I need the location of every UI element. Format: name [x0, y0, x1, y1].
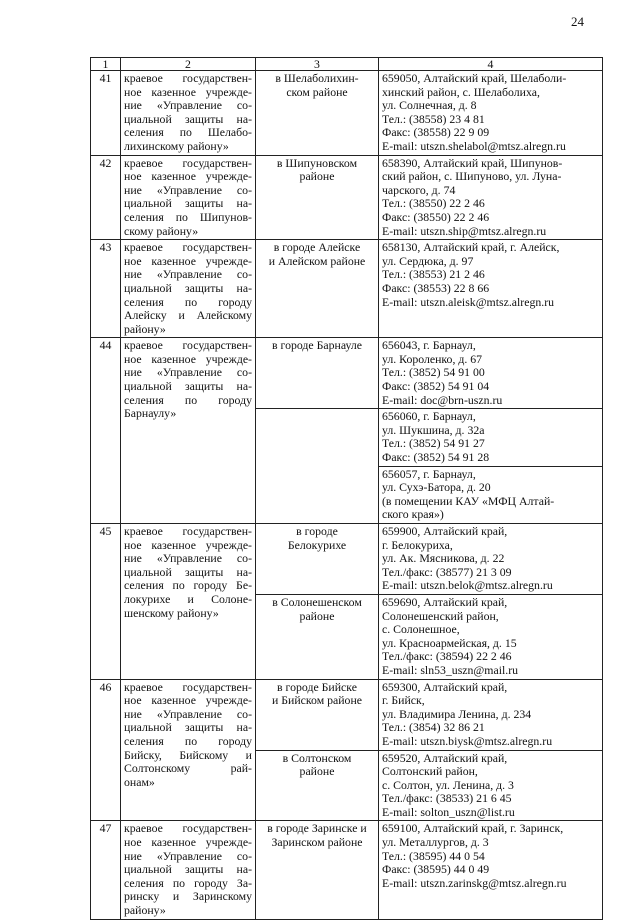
- organization-line: ное казенное учрежде-: [124, 253, 252, 268]
- row-number-cell: 45: [91, 524, 121, 680]
- row-number-cell: 43: [91, 240, 121, 338]
- district-line: Белокурихе: [287, 537, 347, 552]
- column-number-header: 4: [379, 58, 603, 71]
- table-row: [91, 240, 603, 338]
- address-cell: [379, 594, 603, 679]
- address-line: Тел./факс: (38577) 21 3 09: [382, 564, 512, 579]
- district-line: в Солонешенском: [272, 594, 362, 609]
- organization-cell: [121, 524, 256, 680]
- district-cell: [256, 409, 379, 466]
- district-cell: [256, 750, 379, 821]
- organization-line: краевое государствен-: [124, 71, 252, 85]
- address-line: 659100, Алтайский край, г. Заринск,: [382, 821, 564, 836]
- district-line: в городе: [296, 524, 338, 538]
- address-line: Тел.: (38558) 23 4 81: [382, 111, 485, 126]
- district-cell: [256, 524, 379, 595]
- organization-cell: [121, 679, 256, 821]
- organization-line: ное казенное учрежде-: [124, 693, 252, 708]
- organization-line: селения по городу: [124, 294, 252, 309]
- address-line: Факс: (3852) 54 91 04: [382, 379, 490, 394]
- address-line: 659300, Алтайский край,: [382, 679, 508, 694]
- organization-line: циальной защиты на-: [124, 564, 252, 579]
- district-cell: [256, 679, 379, 750]
- organization-line: ринску и Заринскому: [124, 889, 252, 904]
- district-cell: [256, 155, 379, 240]
- address-cell: [379, 240, 603, 338]
- district-line: районе: [299, 764, 335, 779]
- organization-line: краевое государствен-: [124, 155, 252, 170]
- address-cell: [379, 524, 603, 595]
- table-row: [91, 71, 603, 156]
- organization-line: краевое государствен-: [124, 821, 252, 836]
- page-number: 24: [571, 14, 584, 29]
- organization-line: ние «Управление со-: [124, 848, 252, 863]
- organization-line: селения по городу Бе-: [124, 578, 252, 593]
- organization-line: лихинскому району»: [124, 138, 229, 153]
- email-line: E-mail: utszn.shelabol@mtsz.alregn.ru: [382, 138, 566, 153]
- district-line: и Алейском районе: [268, 253, 366, 268]
- email-line: E-mail: sln53_uszn@mail.ru: [382, 662, 519, 677]
- organization-line: селения по городу За-: [124, 875, 252, 890]
- address-line: Тел./факс: (38533) 21 6 45: [382, 791, 512, 806]
- organization-cell: [121, 821, 256, 919]
- address-line: ул. Владимира Ленина, д. 234: [382, 706, 532, 721]
- organization-line: району»: [124, 321, 166, 336]
- organization-line: краевое государствен-: [124, 240, 252, 255]
- organization-line: циальной защиты на-: [124, 280, 252, 295]
- address-cell: [379, 679, 603, 750]
- institutions-table: [90, 57, 603, 920]
- organization-line: селения по городу: [124, 733, 252, 748]
- organization-line: селения по Шелабо-: [124, 125, 252, 140]
- row-number-cell: 46: [91, 679, 121, 821]
- address-line: ул. Шукшина, д. 32а: [382, 422, 485, 437]
- organization-line: онам»: [124, 774, 155, 789]
- organization-line: циальной защиты на-: [124, 111, 252, 126]
- row-number-cell: 47: [91, 821, 121, 919]
- address-line: ул. Короленко, д. 67: [382, 351, 483, 366]
- district-line: в городе Барнауле: [272, 338, 362, 353]
- address-line: 656043, г. Барнаул,: [382, 338, 476, 353]
- district-line: и Бийском районе: [271, 693, 362, 708]
- organization-line: селения по Шипунов-: [124, 209, 252, 224]
- address-line: ул. Красноармейская, д. 15: [382, 635, 517, 650]
- address-line: 659900, Алтайский край,: [382, 524, 508, 538]
- address-cell: [379, 466, 603, 523]
- organization-line: ное казенное учрежде-: [124, 169, 252, 184]
- organization-line: ние «Управление со-: [124, 182, 252, 197]
- district-cell: [256, 821, 379, 919]
- email-line: E-mail: utszn.zarinskg@mtsz.alregn.ru: [382, 875, 567, 890]
- address-cell: [379, 338, 603, 409]
- district-line: районе: [299, 608, 335, 623]
- address-line: чарского, д. 74: [382, 182, 456, 197]
- address-line: с. Солтон, ул. Ленина, д. 3: [382, 777, 514, 792]
- address-line: 659690, Алтайский край,: [382, 594, 508, 609]
- address-line: 659050, Алтайский край, Шелаболи-: [382, 71, 567, 85]
- address-line: 656060, г. Барнаул,: [382, 409, 476, 424]
- address-line: Тел.: (38553) 21 2 46: [382, 267, 485, 282]
- table-row: [91, 821, 603, 919]
- district-line: Заринском районе: [271, 835, 363, 850]
- address-cell: [379, 821, 603, 919]
- organization-line: ное казенное учрежде-: [124, 835, 252, 850]
- district-line: районе: [299, 169, 335, 184]
- district-line: в городе Бийске: [277, 679, 357, 694]
- address-line: (в помещении КАУ «МФЦ Алтай-: [382, 493, 555, 508]
- organization-line: Бийску, Бийскому и: [124, 747, 252, 762]
- district-cell: [256, 338, 379, 409]
- address-line: 658130, Алтайский край, г. Алейск,: [382, 240, 560, 255]
- table-row: [91, 155, 603, 240]
- district-cell: [256, 71, 379, 156]
- address-line: ул. Металлургов, д. 3: [382, 835, 489, 850]
- district-line: в городе Алейске: [273, 240, 361, 255]
- address-line: Тел.: (38595) 44 0 54: [382, 848, 485, 863]
- organization-line: ние «Управление со-: [124, 551, 252, 566]
- organization-line: ное казенное учрежде-: [124, 351, 252, 366]
- organization-line: Алейску и Алейскому: [124, 308, 252, 323]
- email-line: E-mail: doc@brn-uszn.ru: [382, 392, 503, 407]
- row-number-cell: 44: [91, 338, 121, 524]
- address-line: хинский район, с. Шелаболиха,: [382, 84, 540, 99]
- address-line: ул. Ак. Мясникова, д. 22: [382, 551, 505, 566]
- table-body: [91, 71, 603, 920]
- row-number-cell: 42: [91, 155, 121, 240]
- district-cell: [256, 466, 379, 523]
- organization-line: ние «Управление со-: [124, 267, 252, 282]
- address-cell: [379, 71, 603, 156]
- organization-line: скому району»: [124, 223, 199, 238]
- address-line: Факс: (38558) 22 9 09: [382, 125, 490, 140]
- address-line: Факс: (38550) 22 2 46: [382, 209, 490, 224]
- column-number-header: 3: [256, 58, 379, 71]
- organization-line: шенскому району»: [124, 605, 219, 620]
- table-row: [91, 338, 603, 409]
- column-number-header: 2: [121, 58, 256, 71]
- email-line: E-mail: utszn.ship@mtsz.alregn.ru: [382, 223, 547, 238]
- table-row: [91, 679, 603, 750]
- column-number-row: [91, 58, 603, 71]
- address-line: ского края»): [382, 507, 444, 522]
- address-line: Тел.: (3852) 54 91 00: [382, 365, 485, 380]
- address-line: Тел.: (3854) 32 86 21: [382, 720, 485, 735]
- address-line: 658390, Алтайский край, Шипунов-: [382, 155, 563, 170]
- address-cell: [379, 750, 603, 821]
- district-line: в Солтонском: [282, 750, 352, 765]
- organization-line: краевое государствен-: [124, 338, 252, 353]
- address-line: Солтонский район,: [382, 764, 478, 779]
- organization-cell: [121, 240, 256, 338]
- organization-line: Барнаулу»: [124, 406, 177, 421]
- email-line: E-mail: utszn.aleisk@mtsz.alregn.ru: [382, 294, 555, 309]
- organization-line: Солтонскому рай-: [124, 761, 252, 776]
- address-line: Факс: (3852) 54 91 28: [382, 450, 490, 465]
- organization-line: локурихе и Солоне-: [124, 591, 252, 606]
- district-cell: [256, 594, 379, 679]
- organization-cell: [121, 155, 256, 240]
- address-line: Тел.: (38550) 22 2 46: [382, 196, 485, 211]
- address-line: г. Белокуриха,: [382, 537, 453, 552]
- address-line: Факс: (38553) 22 8 66: [382, 280, 490, 295]
- email-line: E-mail: utszn.belok@mtsz.alregn.ru: [382, 578, 553, 593]
- organization-cell: [121, 338, 256, 524]
- organization-line: краевое государствен-: [124, 679, 252, 694]
- address-line: 656057, г. Барнаул,: [382, 466, 476, 481]
- organization-line: району»: [124, 903, 166, 918]
- organization-line: циальной защиты на-: [124, 196, 252, 211]
- address-line: Солонешенский район,: [382, 608, 499, 623]
- organization-line: селения по городу: [124, 392, 252, 407]
- address-line: с. Солонешное,: [382, 622, 460, 637]
- district-line: в городе Заринске и: [267, 821, 367, 836]
- district-line: в Шипуновском: [276, 155, 358, 170]
- address-line: ул. Сухэ-Батора, д. 20: [382, 480, 491, 495]
- organization-line: ние «Управление со-: [124, 706, 252, 721]
- organization-line: краевое государствен-: [124, 524, 252, 538]
- district-line: в Шелаболихин-: [275, 71, 359, 85]
- organization-line: циальной защиты на-: [124, 862, 252, 877]
- organization-cell: [121, 71, 256, 156]
- organization-line: ное казенное учрежде-: [124, 537, 252, 552]
- address-line: ский район, с. Шипуново, ул. Луна-: [382, 169, 562, 184]
- column-number-header: 1: [91, 58, 121, 71]
- address-cell: [379, 155, 603, 240]
- address-line: Факс: (38595) 44 0 49: [382, 862, 490, 877]
- address-cell: [379, 409, 603, 466]
- organization-line: циальной защиты на-: [124, 379, 252, 394]
- email-line: E-mail: solton_uszn@list.ru: [382, 804, 515, 819]
- address-line: ул. Сердюка, д. 97: [382, 253, 474, 268]
- address-line: ул. Солнечная, д. 8: [382, 98, 477, 113]
- district-cell: [256, 240, 379, 338]
- organization-line: циальной защиты на-: [124, 720, 252, 735]
- address-line: Тел./факс: (38594) 22 2 46: [382, 649, 512, 664]
- district-line: ском районе: [286, 84, 348, 99]
- table-row: [91, 524, 603, 595]
- row-number-cell: 41: [91, 71, 121, 156]
- organization-line: ние «Управление со-: [124, 365, 252, 380]
- organization-line: ние «Управление со-: [124, 98, 252, 113]
- address-line: 659520, Алтайский край,: [382, 750, 508, 765]
- organization-line: ное казенное учрежде-: [124, 84, 252, 99]
- address-line: г. Бийск,: [382, 693, 425, 708]
- email-line: E-mail: utszn.biysk@mtsz.alregn.ru: [382, 733, 553, 748]
- address-line: Тел.: (3852) 54 91 27: [382, 436, 485, 451]
